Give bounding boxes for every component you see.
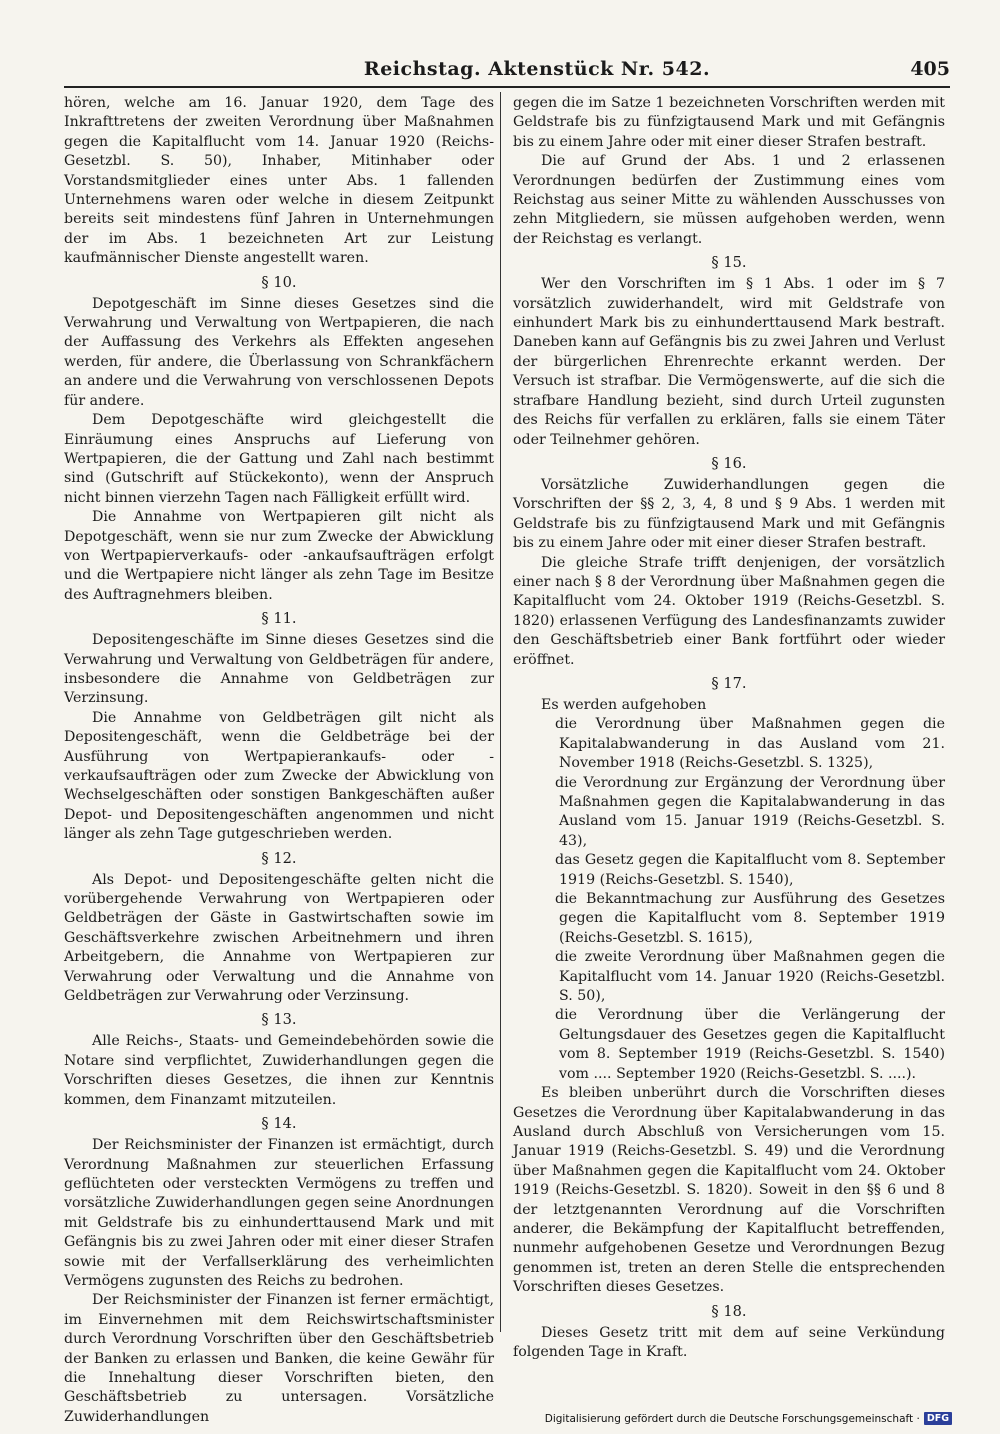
paragraph: Der Reichsminister der Finanzen ist ermächtigt, durch Verordnung Maßnahmen zur steuerlichen Erfassung geflüchteten oder versteckten Vermögens zu treffen und vorsätzliche Zuwiderhandlungen gegen seine Anordnungen mit Geldstrafe bis zu einhunderttausend Mark und mit Gefängnis bis zu zwei Jahren oder mit einer dieser Strafen sowie mit der Verfallserklärung des verheimlichten Vermögens zugunsten des Reichs zu bedrohen. (64, 1137, 494, 1289)
header-rule (64, 86, 950, 88)
section-heading: § 18. (711, 1302, 747, 1320)
paragraph: gegen die im Satze 1 bezeichneten Vorschriften werden mit Geldstrafe bis zu fünfzigtausend Mark und mit Gefängnis bis zu einem Jahre oder mit einer dieser Strafen bestraft. (513, 95, 945, 150)
paragraph: Die Annahme von Geldbeträgen gilt nicht als Depositengeschäft, wenn die Geldbeträge bei der Ausführung von Wertpapierankaufs- oder -verkaufsaufträgen oder zum Zwecke der Abwicklung von Wechselgeschäften oder sonstigen Bankgeschäften außer Depot- und Depositengeschäften angenommen und nicht länger als zehn Tage gutgeschrieben werden. (64, 709, 494, 843)
page-header (64, 58, 950, 86)
list-item: das Gesetz gegen die Kapitalflucht vom 8. September 1919 (Reichs-Gesetzbl. S. 1540), (555, 852, 945, 888)
paragraph: Die Annahme von Wertpapieren gilt nicht als Depotgeschäft, wenn sie nur zum Zwecke der Abwicklung von Wertpapierverkaufs- oder -ankaufsaufträgen erfolgt und die Wertpapiere nicht länger als zehn Tage im Besitze des Auftragnehmers bleiben. (64, 509, 494, 603)
column-divider (500, 92, 501, 1332)
section-heading: § 13. (261, 1011, 297, 1029)
paragraph: Depositengeschäfte im Sinne dieses Gesetzes sind die Verwahrung und Verwaltung von Geldbeträgen für andere, insbesondere die Annahme von Geldbeträgen zur Verzinsung. (64, 632, 494, 707)
footer (545, 1412, 952, 1425)
paragraph: Wer den Vorschriften im § 1 Abs. 1 oder im § 7 vorsätzlich zuwiderhandelt, wird mit Geldstrafe von einhundert Mark bis zu einhunderttausend Mark bestraft. Daneben kann auf Gefängnis bis zu zwei Jahren und Verlust der bürgerlichen Ehrenrechte erkannt werden. Der Versuch ist strafbar. Die Vermögenswerte, auf die sich die strafbare Handlung bezieht, sind durch Urteil zugunsten des Reichs für verfallen zu erklären, falls sie einem Täter oder Teilnehmer gehören. (513, 276, 945, 448)
footer-credit: Digitalisierung gefördert durch die Deutsche Forschungsgemeinschaft · (544, 1412, 920, 1425)
paragraph: Es bleiben unberührt durch die Vorschriften dieses Gesetzes die Verordnung über Kapitalabwanderung in das Ausland durch Abschluß von Versicherungen vom 15. Januar 1919 (Reichs-Gesetzbl. S. 49) und die Verordnung über Maßnahmen gegen die Kapitalflucht vom 24. Oktober 1919 (Reichs-Gesetzbl. S. 1820). Soweit in den §§ 6 und 8 der letztgenannten Verordnung auf die Vorschriften anderer, die Bekämpfung der Kapitalflucht betreffenden, nunmehr aufgehobenen Gesetze und Verordnungen Bezug genommen ist, treten an deren Stelle die entsprechenden Vorschriften dieses Gesetzes. (513, 1085, 945, 1296)
section-heading: § 16. (711, 454, 747, 472)
dfg-logo-icon: DFG (924, 1412, 952, 1425)
list-item: die zweite Verordnung über Maßnahmen gegen die Kapitalflucht vom 14. Januar 1920 (Reichs-Gesetzbl. S. 50), (555, 949, 945, 1005)
paragraph: Alle Reichs-, Staats- und Gemeindebehörden sowie die Notare sind verpflichtet, Zuwiderhandlungen gegen die Vorschriften dieses Gesetzes, die ihnen zur Kenntnis kommen, dem Finanzamt mitzuteilen. (64, 1033, 494, 1108)
list-item: die Verordnung über die Verlängerung der Geltungsdauer des Gesetzes gegen die Kapitalflucht vom 8. September 1919 (Reichs-Gesetzbl. S. 1540) vom .... September 1920 (Reichs-Gesetzbl. S. ....). (555, 1007, 945, 1082)
paragraph: Es werden aufgehoben (541, 696, 707, 713)
section-heading: § 10. (261, 273, 297, 291)
paragraph: Die gleiche Strafe trifft denjenigen, der vorsätzlich einer nach § 8 der Verordnung über Maßnahmen gegen die Kapitalflucht vom 24. Oktober 1919 (Reichs-Gesetzbl. S. 1820) erlassenen Verfügung des Landesfinanzamts zuwider den Geschäftsbetrieb einer Bank fortführt oder wieder eröffnet. (513, 554, 945, 668)
list-item: die Verordnung über Maßnahmen gegen die Kapitalabwanderung in das Ausland vom 21. November 1918 (Reichs-Gesetzbl. S. 1325), (555, 716, 945, 772)
list-item: die Bekanntmachung zur Ausführung des Gesetzes gegen die Kapitalflucht vom 8. September 1919 (Reichs-Gesetzbl. S. 1615), (555, 891, 945, 946)
list-item: die Verordnung zur Ergänzung der Verordnung über Maßnahmen gegen die Kapitalabwanderung in das Ausland vom 15. Januar 1919 (Reichs-Gesetzbl. S. 43), (555, 774, 945, 849)
section-heading: § 11. (261, 610, 297, 628)
paragraph: Vorsätzliche Zuwiderhandlungen gegen die Vorschriften der §§ 2, 3, 4, 8 und § 9 Abs. 1 werden mit Geldstrafe bis zu fünfzigtausend Mark und mit Gefängnis bis zu einem Jahre oder mit einer dieser Strafen bestraft. (513, 476, 945, 552)
paragraph: Die auf Grund der Abs. 1 und 2 erlassenen Verordnungen bedürfen der Zustimmung eines vom Reichstag aus seiner Mitte zu wählenden Ausschusses von zehn Mitgliedern, sie müssen aufgehoben werden, wenn der Reichstag es verlangt. (513, 153, 945, 247)
paragraph: Der Reichsminister der Finanzen ist ferner ermächtigt, im Einvernehmen mit dem Reichswirtschaftsminister durch Verordnung Vorschriften über den Geschäftsbetrieb der Banken zu erlassen und Banken, die keine Gewähr für die Innehaltung dieser Vorschriften bieten, den Geschäftsbetrieb zu untersagen. Vorsätzliche Zuwiderhandlungen (64, 1292, 494, 1425)
running-title: Reichstag. Aktenstück Nr. 542. (363, 58, 711, 80)
paragraph: Dem Depotgeschäfte wird gleichgestellt die Einräumung eines Anspruchs auf Lieferung von Wertpapieren, die der Gattung und Zahl nach bestimmt sind (Gutschrift auf Stückekonto), wenn der Anspruch nicht binnen vierzehn Tagen nach Fälligkeit erfüllt wird. (64, 412, 494, 506)
left-column (64, 94, 494, 1427)
right-column (513, 94, 945, 1362)
paragraph: Depotgeschäft im Sinne dieses Gesetzes sind die Verwahrung und Verwaltung von Wertpapieren, die nach der Auffassung des Verkehrs als Effekten angesehen werden, für andere, die Überlassung von Schrankfächern an andere und die Verwahrung von verschlossenen Depots für andere. (64, 295, 494, 409)
paragraph: Dieses Gesetz tritt mit dem auf seine Verkündung folgenden Tage in Kraft. (513, 1324, 945, 1360)
section-heading: § 15. (711, 254, 747, 272)
page-number: 405 (910, 58, 950, 80)
paragraph: Als Depot- und Depositengeschäfte gelten nicht die vorübergehende Verwahrung von Wertpapieren oder Geldbeträgen der Gäste in Gastwirtschaften sowie im Geschäftsverkehre zwischen Arbeitnehmern und ihren Arbeitgebern, die Annahme von Wertpapieren zur Verwahrung oder Verwaltung und die Annahme von Geldbeträgen zur Verwahrung oder Verzinsung. (64, 871, 494, 1005)
section-heading: § 14. (261, 1115, 297, 1133)
paragraph: hören, welche am 16. Januar 1920, dem Tage des Inkrafttretens der zweiten Verordnung über Maßnahmen gegen die Kapitalflucht vom 14. Januar 1920 (Reichs-Gesetzbl. S. 50), Inhaber, Mitinhaber oder Vorstandsmitglieder eines unter Abs. 1 fallenden Unternehmens waren oder welche in diesem Zeitpunkt bereits seit mindestens fünf Jahren in Unternehmungen der im Abs. 1 bezeichneten Art zur Leistung kaufmännischer Dienste angestellt waren. (64, 95, 494, 267)
section-heading: § 17. (711, 674, 747, 692)
section-heading: § 12. (261, 849, 297, 867)
